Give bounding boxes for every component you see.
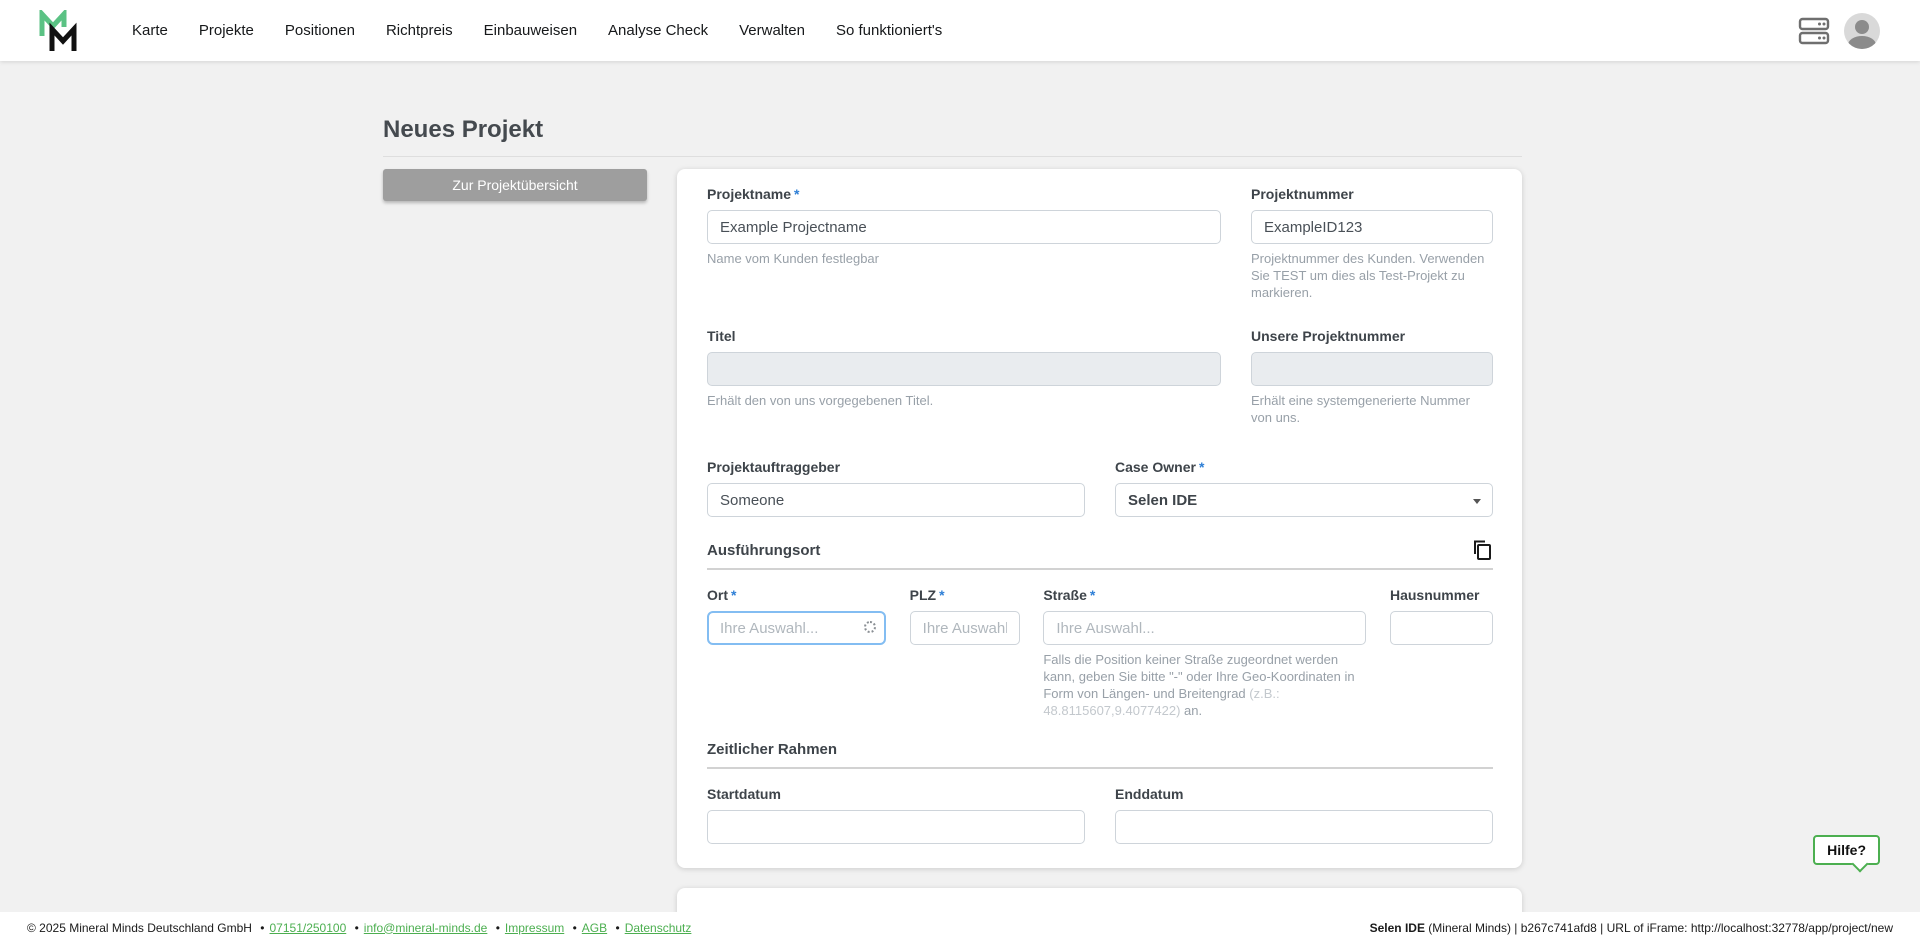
footer-session-info — [1370, 921, 1893, 935]
title-divider — [383, 156, 1522, 157]
projektnummer-hint: Projektnummer des Kunden. Verwenden Sie TEST um dies als Test-Projekt zu markieren. — [1251, 251, 1485, 300]
required-asterisk: * — [939, 587, 945, 603]
projektauftraggeber-label: Projektauftraggeber — [707, 459, 841, 475]
hausnummer-input[interactable] — [1390, 611, 1493, 645]
nav-item-so-funktionierts[interactable]: So funktioniert's — [835, 22, 943, 39]
case-owner-label: Case Owner * — [1115, 459, 1205, 475]
plz-label: PLZ * — [909, 587, 945, 603]
case-owner-value: Selen IDE — [1128, 491, 1198, 509]
strasse-hint: Falls die Position keiner Straße zugeordnet werden kann, geben Sie bitte "-" oder Ihre Geo-Koordinaten in Form von Längen- und Breitengrad (z.B.: 48.8115607,9.4077422) an. — [1043, 652, 1355, 718]
titel-hint: Erhält den von uns vorgegebenen Titel. — [707, 393, 934, 408]
required-asterisk: * — [1198, 459, 1205, 475]
nav-item-richtpreis[interactable]: Richtpreis — [385, 22, 453, 39]
section-zeitlicher-rahmen-title: Zeitlicher Rahmen — [707, 741, 838, 758]
projektname-input[interactable] — [707, 210, 1221, 244]
nav-item-projekte[interactable]: Projekte — [198, 22, 254, 39]
strasse-input[interactable] — [1043, 611, 1366, 645]
nav-item-einbauweisen[interactable]: Einbauweisen — [483, 22, 578, 39]
section-ausfuehrungsort-title: Ausführungsort — [707, 542, 821, 559]
nav-item-karte[interactable]: Karte — [132, 22, 168, 39]
startdatum-input[interactable] — [707, 810, 1085, 844]
zur-projektuebersicht-button[interactable]: Zur Projektübersicht — [383, 169, 647, 201]
page-title: Neues Projekt — [383, 116, 544, 143]
projektauftraggeber-input[interactable] — [707, 483, 1085, 517]
enddatum-input[interactable] — [1115, 810, 1493, 844]
unsere-projektnummer-label: Unsere Projektnummer — [1251, 328, 1406, 344]
projektnummer-label: Projektnummer — [1251, 186, 1354, 202]
footer-link-impressum[interactable]: Impressum — [504, 920, 565, 935]
footer-session-details: (Mineral Minds) | b267c741afd8 | URL of iFrame: http://localhost:32778/app/project/new — [1424, 920, 1893, 935]
hausnummer-label: Hausnummer — [1389, 587, 1480, 603]
ort-input[interactable] — [707, 611, 886, 645]
user-avatar-icon[interactable] — [1844, 13, 1880, 49]
dropdown-caret-icon — [1473, 499, 1481, 504]
titel-label: Titel — [707, 328, 736, 344]
hilfe-button[interactable]: Hilfe? — [1813, 835, 1880, 865]
footer-link-email[interactable]: info@mineral-minds.de — [363, 920, 488, 935]
project-form-card — [677, 169, 1522, 868]
enddatum-label: Enddatum — [1115, 786, 1184, 802]
unsere-projektnummer-hint: Erhält eine systemgenerierte Nummer von uns. — [1251, 393, 1470, 425]
footer-link-phone[interactable]: 07151/250100 — [269, 920, 347, 935]
mineral-minds-logo-icon[interactable] — [38, 10, 78, 52]
required-asterisk: * — [794, 186, 800, 202]
footer-user-name: Selen IDE — [1369, 920, 1425, 935]
projektname-label: Projektname * — [707, 186, 800, 202]
server-stack-icon[interactable] — [1798, 17, 1830, 45]
main-navigation — [132, 22, 942, 39]
ort-label: Ort * — [707, 587, 737, 603]
projektname-hint: Name vom Kunden festlegbar — [707, 251, 879, 266]
plz-input[interactable] — [910, 611, 1020, 645]
footer-link-agb[interactable]: AGB — [581, 920, 608, 935]
nav-item-positionen[interactable]: Positionen — [284, 22, 355, 39]
footer-legal: © 2025 Mineral Minds Deutschland GmbH • 07151/250100 • info@mineral-minds.de • Impressum • AGB • Datenschutz — [27, 920, 692, 935]
top-navbar — [0, 0, 1920, 61]
unsere-projektnummer-input — [1251, 352, 1493, 386]
footer-link-datenschutz[interactable]: Datenschutz — [624, 920, 692, 935]
nav-item-analyse-check[interactable]: Analyse Check — [608, 22, 709, 39]
copy-icon[interactable] — [1471, 539, 1493, 561]
required-asterisk: * — [731, 587, 737, 603]
strasse-label: Straße * — [1043, 587, 1096, 603]
footer — [0, 912, 1920, 943]
nav-item-verwalten[interactable]: Verwalten — [739, 22, 805, 39]
startdatum-label: Startdatum — [707, 786, 781, 802]
projektnummer-input[interactable] — [1251, 210, 1493, 244]
loading-spinner-icon — [864, 621, 876, 633]
required-asterisk: * — [1089, 587, 1096, 603]
footer-copyright: © 2025 Mineral Minds Deutschland GmbH — [27, 920, 252, 935]
case-owner-select[interactable] — [1115, 483, 1493, 517]
titel-input — [707, 352, 1221, 386]
